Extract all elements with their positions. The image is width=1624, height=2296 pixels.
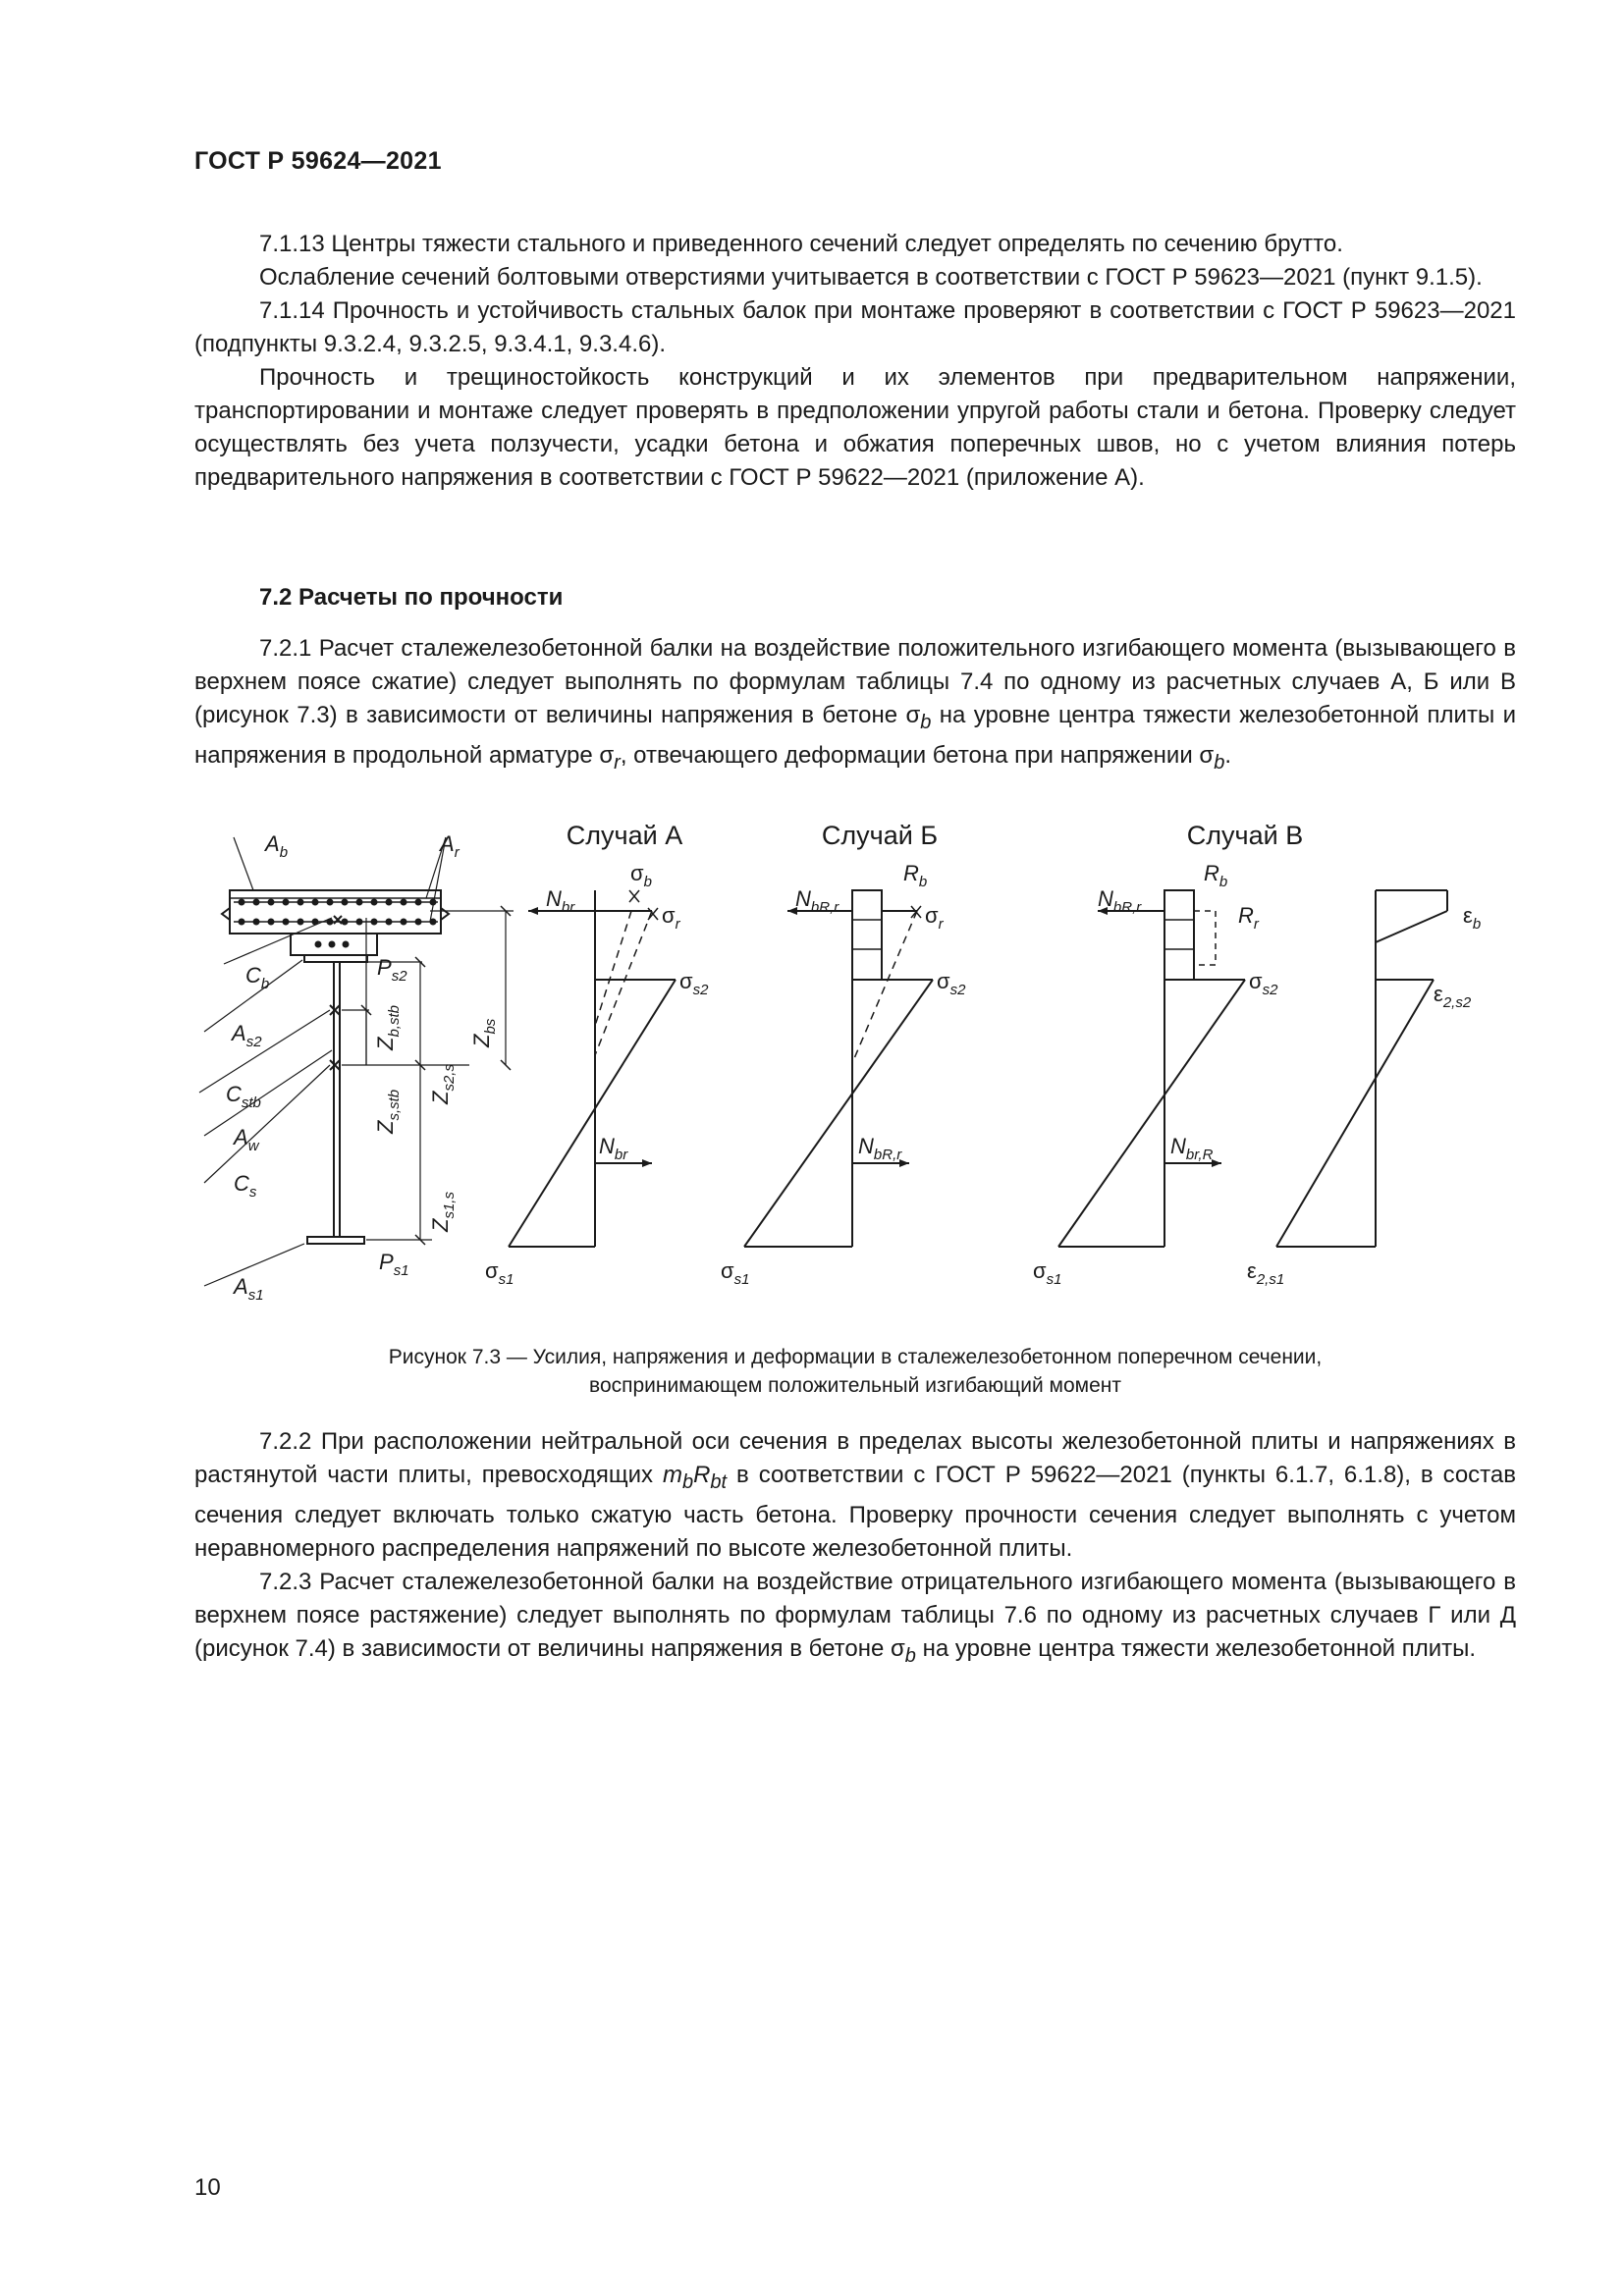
case-v-title: Случай В xyxy=(1186,821,1304,850)
paragraph-7-1-14: 7.1.14 Прочность и устойчивость стальных балок при монтаже проверяют в соответствии с ГОСТ Р 59623—2021 (подпункты 9.3.2.4, 9.3.2.5, 9.3.4.1, 9.3.4.6). xyxy=(194,297,1516,357)
label-as1: $A_{s1}$ xyxy=(234,1274,264,1304)
symbol-sub: b xyxy=(920,711,932,733)
rebar-dot xyxy=(430,919,437,926)
symbol-base: m xyxy=(662,1462,682,1488)
rebar-dot xyxy=(268,919,275,926)
label-a-sigma-r: $\sigma_r$ xyxy=(662,903,680,933)
rebar-dot xyxy=(342,899,349,906)
rebar-dot xyxy=(253,919,260,926)
rebar-dot xyxy=(298,919,304,926)
rebar-dot xyxy=(239,919,245,926)
text-run: на уровне центра тяжести железобетонной плиты и напряжения в продольной арматуре xyxy=(194,702,1516,769)
label-v-sigma-s2: $\sigma_{s2}$ xyxy=(1249,969,1278,998)
leader-cstb xyxy=(199,1010,330,1093)
rebar-dot xyxy=(239,899,245,906)
case-a-title: Случай А xyxy=(566,821,683,850)
rebar-dot xyxy=(415,919,422,926)
rebar-dot xyxy=(329,941,336,948)
case-b-dashed xyxy=(852,911,917,1063)
label-cs: $C_s$ xyxy=(234,1171,257,1201)
rebar-dots xyxy=(239,899,437,948)
case-v-rb-block xyxy=(1164,890,1194,980)
label-eps-b: $\varepsilon_b$ xyxy=(1463,903,1482,933)
paragraph-bolt-holes: Ослабление сечений болтовыми отверстиями учитывается в соответствии с ГОСТ Р 59623—2021 (пункт 9.1.5). xyxy=(259,264,1483,291)
rebar-dot xyxy=(371,899,378,906)
symbol-sigma-r xyxy=(599,741,621,774)
rebar-dot xyxy=(283,919,290,926)
case-a-dashed-1 xyxy=(595,911,652,1055)
label-b-nbrr-mid: $N_{bR,r}$ xyxy=(858,1134,902,1163)
symbol-mb-rbt xyxy=(662,1462,728,1493)
paragraph-7-2-3 xyxy=(194,1566,1516,1673)
rebar-dot xyxy=(268,899,275,906)
rebar-dot xyxy=(415,899,422,906)
case-a-stress-line xyxy=(509,980,676,1247)
label-eps-2s2: $\varepsilon_{2,s2}$ xyxy=(1434,982,1472,1011)
text-run: 7.2.3 Расчет сталежелезобетонной балки на воздействие отрицательного изгибающего момента (вызывающего в верхнем поясе растяжение) следует выполнять по формулам таблицы 7.6 по одному из расчетных случаев Г или Д (рисунок 7.4) в зависимости от величины напряжения в бетоне xyxy=(194,1568,1516,1662)
rebar-dot xyxy=(298,899,304,906)
label-zs2-s: $Z_{s2,s}$ xyxy=(428,1064,458,1104)
case-v-stress-line xyxy=(1058,980,1245,1247)
rebar-dot xyxy=(386,899,393,906)
leader-ab xyxy=(234,837,253,890)
text-run: , отвечающего деформации бетона при напряжении xyxy=(620,741,1200,769)
label-ps1: $P_{s1}$ xyxy=(379,1250,409,1279)
section-title: 7.2 Расчеты по прочности xyxy=(259,584,564,611)
concrete-slab xyxy=(230,890,441,934)
section-7-2 xyxy=(194,581,1516,614)
caption-line-1: Рисунок 7.3 — Усилия, напряжения и деформации в сталежелезобетонном поперечном сечении, xyxy=(388,1346,1323,1368)
symbol-base: σ xyxy=(890,1634,905,1662)
rebar-dot xyxy=(327,919,334,926)
symbol-sub: b xyxy=(904,1644,916,1667)
rebar-dot xyxy=(356,919,363,926)
rebar-dot xyxy=(356,899,363,906)
case-a-sigma-r-mark xyxy=(648,908,658,920)
symbol-sub: bt xyxy=(710,1470,728,1493)
case-v-rr-block xyxy=(1194,911,1216,965)
label-ps2: $P_{s2}$ xyxy=(377,955,407,985)
text-block-7-2-2 xyxy=(194,1425,1516,1673)
case-b-stress-line xyxy=(744,980,933,1247)
label-v-nbrr: $N_{bR,r}$ xyxy=(1098,886,1142,916)
label-b-sigma-s1: $\sigma_{s1}$ xyxy=(721,1258,750,1288)
label-aw: $A_w$ xyxy=(234,1125,259,1154)
case-b-title: Случай Б xyxy=(821,821,939,850)
rebar-dot xyxy=(315,941,322,948)
top-flange xyxy=(304,955,367,962)
paragraph-7-2-1 xyxy=(194,632,1516,779)
label-a-sigma-s1: $\sigma_{s1}$ xyxy=(485,1258,514,1288)
case-v-diagram xyxy=(1058,890,1245,1247)
symbol-base: σ xyxy=(599,741,615,769)
text-run: на уровне центра тяжести железобетонной плиты. xyxy=(915,1634,1477,1662)
figure-7-3 xyxy=(194,800,1516,1320)
rebar-dot xyxy=(371,919,378,926)
strain-slab-line xyxy=(1376,911,1447,942)
rebar-dot xyxy=(253,899,260,906)
label-ar: $A_r$ xyxy=(440,831,460,861)
symbol-base: R xyxy=(693,1462,711,1488)
cross-section xyxy=(199,837,514,1286)
paragraph-7-2-2 xyxy=(194,1425,1516,1566)
label-a-sigma-b: $\sigma_b$ xyxy=(630,861,652,890)
rebar-dot xyxy=(342,919,349,926)
page-number: 10 xyxy=(194,2174,221,2201)
rebar-dot xyxy=(343,941,350,948)
label-cb: $C_b$ xyxy=(245,963,270,992)
symbol-base: σ xyxy=(1199,741,1215,769)
label-v-rb: $R_b$ xyxy=(1204,861,1228,890)
figure-caption xyxy=(194,1343,1516,1400)
paragraph-7-2-1-text xyxy=(194,632,1516,779)
rebar-dot xyxy=(430,899,437,906)
label-cstb: $C_{stb}$ xyxy=(226,1082,261,1111)
symbol-sigma-b xyxy=(1199,741,1225,774)
symbol-sigma-b xyxy=(890,1634,916,1667)
label-a-sigma-s2: $\sigma_{s2}$ xyxy=(679,969,709,998)
symbol-sub: b xyxy=(1214,751,1225,774)
label-b-sigma-s2: $\sigma_{s2}$ xyxy=(937,969,966,998)
case-a-dashed-2 xyxy=(595,911,631,1026)
rebar-dot xyxy=(386,919,393,926)
label-b-nbrr-top: $N_{bR,r}$ xyxy=(795,886,839,916)
leader-as1 xyxy=(204,1244,304,1286)
label-ab: $A_b$ xyxy=(265,831,289,861)
label-a-nbr-top: $N_{br}$ xyxy=(546,886,575,916)
stress-diagram-svg xyxy=(194,800,1516,1320)
case-a-diagram xyxy=(509,890,676,1247)
slab-break-left xyxy=(222,908,230,920)
bottom-flange xyxy=(307,1237,364,1244)
text-run: 7.2.1 Расчет сталежелезобетонной балки на воздействие положительного изгибающего момента (вызывающего в верхнем поясе сжатие) следует выполнять по формулам таблицы 7.4 по одному из расчетных случаев А, Б или В (рисунок 7.3) в зависимости от величины напряжения в бетоне xyxy=(194,635,1516,728)
label-v-nbrR: $N_{br,R}$ xyxy=(1170,1134,1214,1163)
label-v-sigma-s1: $\sigma_{s1}$ xyxy=(1033,1258,1062,1288)
case-b-diagram xyxy=(744,890,933,1247)
text-run: в соответствии с ГОСТ Р 59622—2021 (пункты 6.1.7, 6.1.8), в состав сечения следует включать только сжатую часть бетона. Проверку прочности сечения следует выполнять с учетом неравномерного распределения напряжений по высоте железобетонной плиты. xyxy=(194,1462,1517,1562)
rebar-dot xyxy=(401,919,407,926)
slab-break-right xyxy=(441,908,449,920)
rebar-dot xyxy=(283,899,290,906)
case-a-sigma-b-mark xyxy=(629,890,639,902)
strain-diagram xyxy=(1276,890,1447,1247)
paragraph-prestress: Прочность и трещиностойкость конструкций и их элементов при предварительном напряжении, транспортировании и монтаже следует проверять в предположении упругой работы стали и бетона. Проверку следует осуществлять без учета ползучести, усадки бетона и обжатия поперечных швов, но с учетом влияния потерь предварительного напряжения в соответствии с ГОСТ Р 59622—2021 (приложение А). xyxy=(194,364,1516,491)
label-a-nbr-mid: $N_{br}$ xyxy=(599,1134,628,1163)
rebar-dot xyxy=(312,899,319,906)
paragraph-7-1-13: 7.1.13 Центры тяжести стального и приведенного сечений следует определять по сечению брутто. xyxy=(259,231,1343,257)
rebar-dot xyxy=(327,899,334,906)
strain-line xyxy=(1276,980,1434,1247)
leader-cs xyxy=(204,1065,330,1183)
label-as2: $A_{s2}$ xyxy=(232,1021,262,1050)
text-run: . xyxy=(1224,741,1232,769)
text-run: 7.2.2 При расположении нейтральной оси сечения в пределах высоты железобетонной плиты и напряжениях в растянутой части плиты, превосходящих xyxy=(194,1428,1516,1488)
case-b-rb-block xyxy=(852,890,882,980)
document-header: ГОСТ Р 59624—2021 xyxy=(194,147,442,175)
label-eps-2s1: $\varepsilon_{2,s1}$ xyxy=(1247,1258,1285,1288)
label-zb-stb: $Z_{b,stb}$ xyxy=(373,1005,403,1050)
rebar-dot xyxy=(312,919,319,926)
symbol-base: σ xyxy=(905,702,921,728)
rebar-dot xyxy=(401,899,407,906)
centroid-b-mark xyxy=(334,916,342,924)
caption-line-2: воспринимающем положительный изгибающий момент xyxy=(589,1374,1121,1397)
label-zs-stb: $Z_{s,stb}$ xyxy=(373,1089,403,1134)
symbol-sub: b xyxy=(681,1470,694,1493)
label-v-rr: $R_r$ xyxy=(1238,903,1259,933)
symbol-sub: r xyxy=(614,751,621,774)
label-b-sigma-r: $\sigma_r$ xyxy=(925,903,944,933)
text-block-7-1 xyxy=(194,228,1516,495)
label-b-rb: $R_b$ xyxy=(903,861,928,890)
symbol-sigma-b xyxy=(905,702,932,733)
label-zs1-s: $Z_{s1,s}$ xyxy=(428,1192,458,1232)
label-zbs: $Z_{bs}$ xyxy=(469,1018,499,1047)
